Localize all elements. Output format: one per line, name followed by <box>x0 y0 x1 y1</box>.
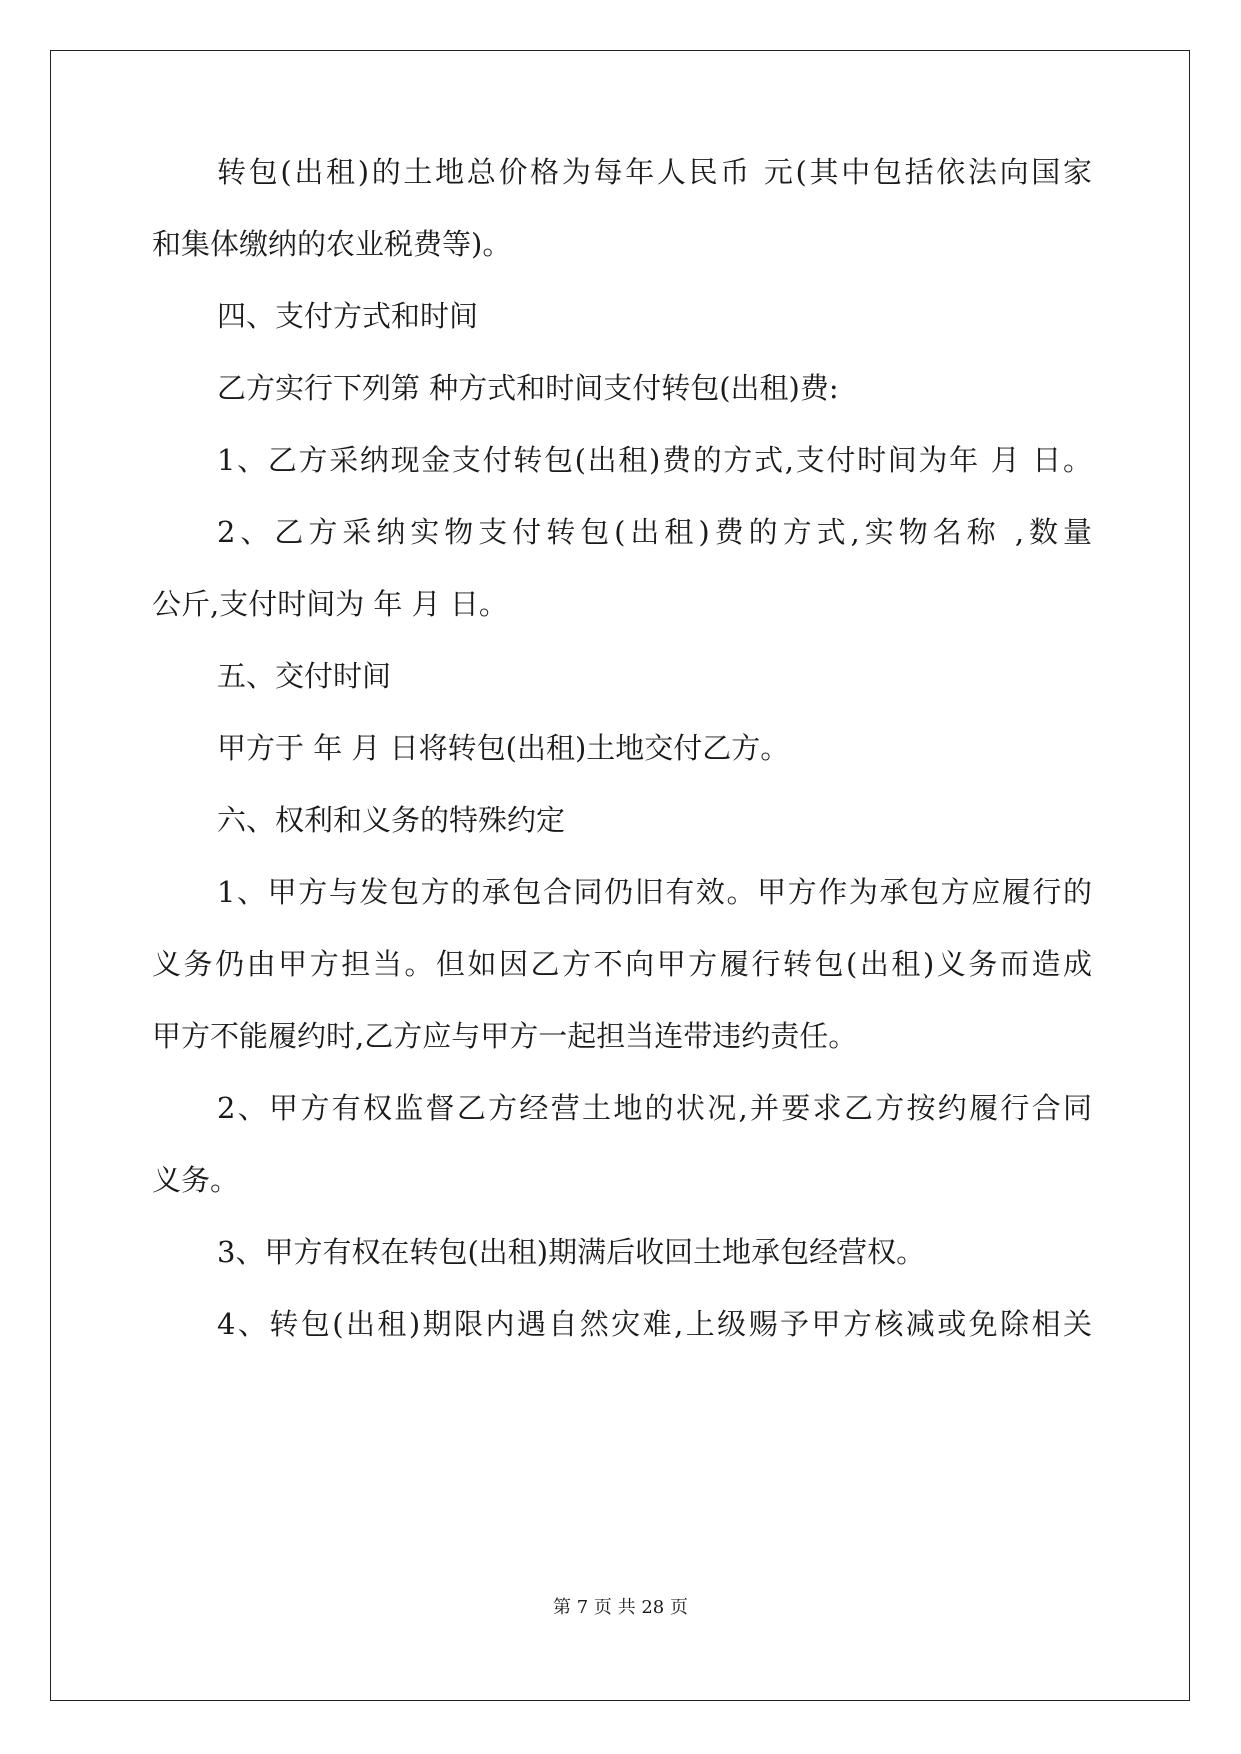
paragraph-line: 甲方于 年 月 日将转包(出租)土地交付乙方。 <box>217 731 790 765</box>
paragraph-line: 4、转包(出租)期限内遇自然灾难,上级赐予甲方核减或免除相关 <box>217 1307 1092 1341</box>
paragraph-line: 公斤,支付时间为 年 月 日。 <box>152 587 508 621</box>
paragraph-line: 甲方不能履约时,乙方应与甲方一起担当连带违约责任。 <box>152 1019 858 1053</box>
paragraph-line: 转包(出租)的土地总价格为每年人民币 元(其中包括依法向国家 <box>217 155 1092 189</box>
section-heading: 六、权利和义务的特殊约定 <box>217 803 566 837</box>
page-number: 第 7 页 共 28 页 <box>553 1597 688 1618</box>
paragraph-line: 乙方实行下列第 种方式和时间支付转包(出租)费: <box>217 371 839 405</box>
section-heading: 五、交付时间 <box>217 659 392 693</box>
paragraph-line: 2、甲方有权监督乙方经营土地的状况,并要求乙方按约履行合同 <box>217 1091 1092 1125</box>
paragraph-line: 义务仍由甲方担当。但如因乙方不向甲方履行转包(出租)义务而造成 <box>152 947 1092 981</box>
paragraph-line: 2、乙方采纳实物支付转包(出租)费的方式,实物名称 ,数量 <box>217 515 1092 549</box>
paragraph-line: 义务。 <box>152 1163 240 1197</box>
section-heading: 四、支付方式和时间 <box>217 299 479 333</box>
paragraph-line: 3、甲方有权在转包(出租)期满后收回土地承包经营权。 <box>217 1235 926 1269</box>
paragraph-line: 1、乙方采纳现金支付转包(出租)费的方式,支付时间为年 月 日。 <box>217 443 1092 477</box>
paragraph-line: 1、甲方与发包方的承包合同仍旧有效。甲方作为承包方应履行的 <box>217 875 1092 909</box>
paragraph-line: 和集体缴纳的农业税费等)。 <box>152 227 512 261</box>
